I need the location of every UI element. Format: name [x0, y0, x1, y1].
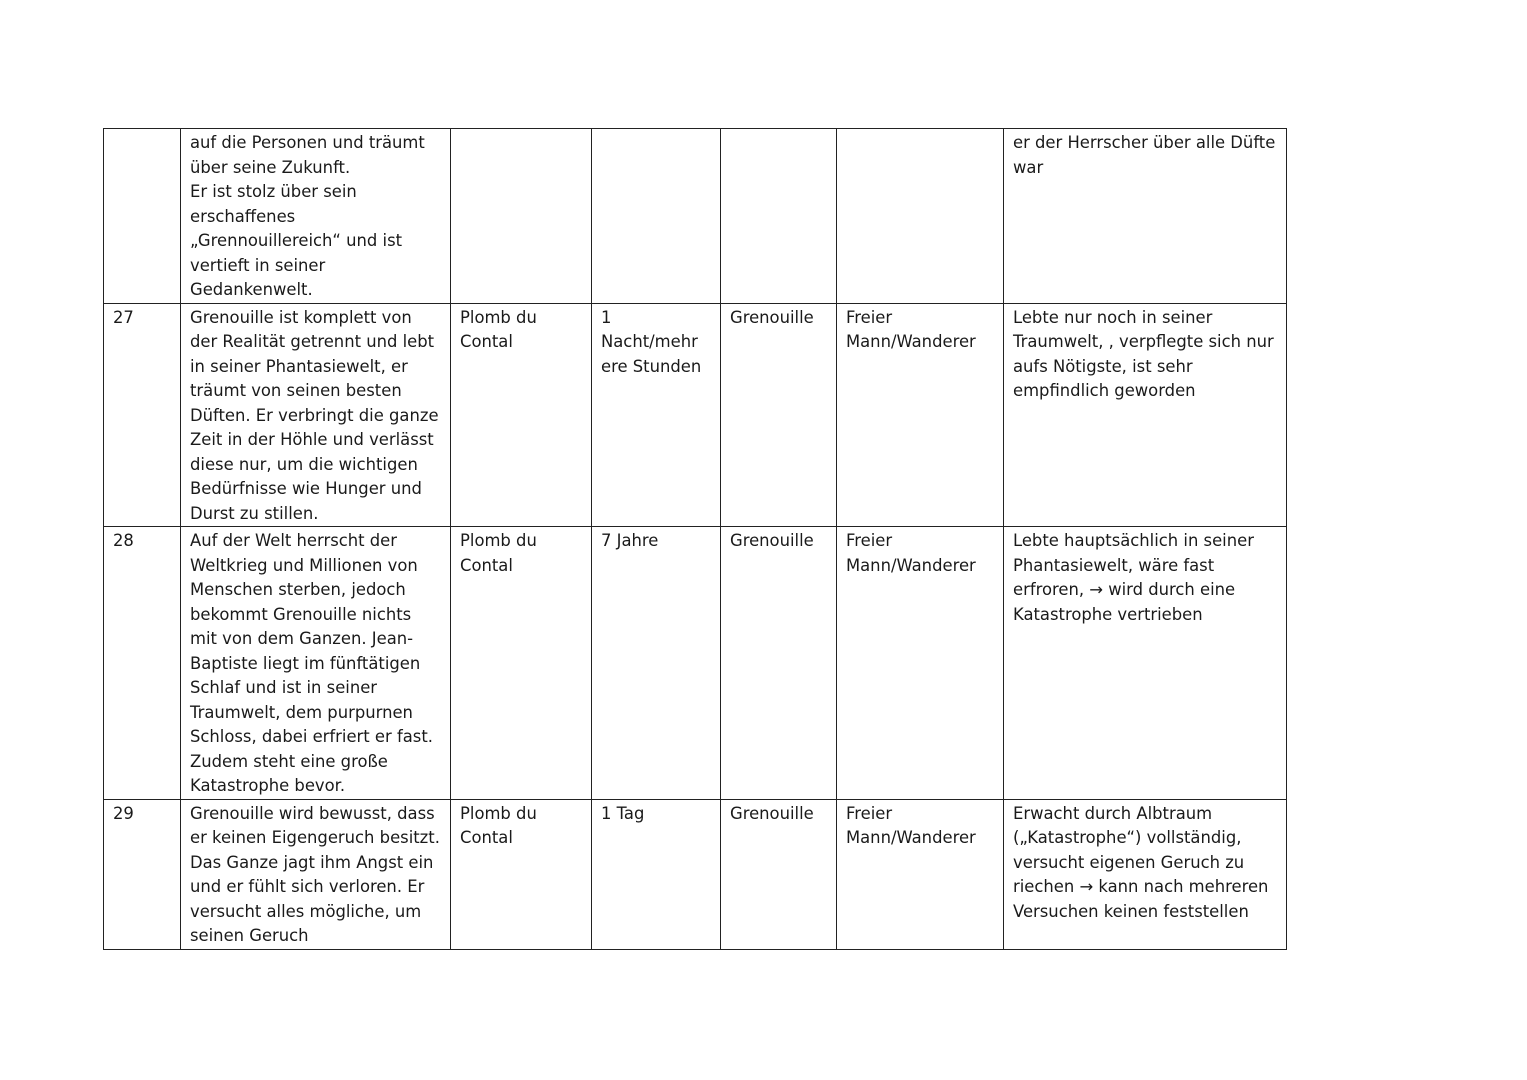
cell-character: Grenouille [721, 527, 837, 800]
cell-number: 27 [104, 303, 181, 527]
cell-number: 28 [104, 527, 181, 800]
cell-location [451, 129, 592, 304]
cell-role [837, 129, 1004, 304]
cell-number [104, 129, 181, 304]
cell-character: Grenouille [721, 799, 837, 949]
cell-number: 29 [104, 799, 181, 949]
table-row [104, 527, 1287, 800]
cell-state: Erwacht durch Albtraum („Katastrophe“) vollständig, versucht eigenen Geruch zu riechen → kann nach mehreren Versuchen keinen feststellen [1004, 799, 1287, 949]
cell-duration: 1 Nacht/mehr ere Stunden [592, 303, 721, 527]
cell-character [721, 129, 837, 304]
cell-location: Plomb du Contal [451, 799, 592, 949]
cell-content: auf die Personen und träumt über seine Zukunft. Er ist stolz über sein erschaffenes „Grennouillereich“ und ist vertieft in seiner Gedankenwelt. [181, 129, 451, 304]
cell-location: Plomb du Contal [451, 527, 592, 800]
table-row [104, 799, 1287, 949]
cell-duration [592, 129, 721, 304]
cell-role: Freier Mann/Wanderer [837, 303, 1004, 527]
cell-duration: 1 Tag [592, 799, 721, 949]
table-row [104, 129, 1287, 304]
cell-duration: 7 Jahre [592, 527, 721, 800]
cell-role: Freier Mann/Wanderer [837, 527, 1004, 800]
cell-role: Freier Mann/Wanderer [837, 799, 1004, 949]
cell-state: er der Herrscher über alle Düfte war [1004, 129, 1287, 304]
summary-table [103, 128, 1287, 950]
table-row [104, 303, 1287, 527]
cell-location: Plomb du Contal [451, 303, 592, 527]
cell-state: Lebte nur noch in seiner Traumwelt, , verpflegte sich nur aufs Nötigste, ist sehr empfindlich geworden [1004, 303, 1287, 527]
cell-content: Grenouille ist komplett von der Realität getrennt und lebt in seiner Phantasiewelt, er träumt von seinen besten Düften. Er verbringt die ganze Zeit in der Höhle und verlässt diese nur, um die wichtigen Bedürfnisse wie Hunger und Durst zu stillen. [181, 303, 451, 527]
cell-content: Grenouille wird bewusst, dass er keinen Eigengeruch besitzt. Das Ganze jagt ihm Angst ein und er fühlt sich verloren. Er versucht alles mögliche, um seinen Geruch [181, 799, 451, 949]
cell-character: Grenouille [721, 303, 837, 527]
cell-state: Lebte hauptsächlich in seiner Phantasiewelt, wäre fast erfroren, → wird durch eine Katastrophe vertrieben [1004, 527, 1287, 800]
cell-content: Auf der Welt herrscht der Weltkrieg und Millionen von Menschen sterben, jedoch bekommt Grenouille nichts mit von dem Ganzen. Jean- Baptiste liegt im fünftätigen Schlaf und ist in seiner Traumwelt, dem purpurnen Schloss, dabei erfriert er fast. Zudem steht eine große Katastrophe bevor. [181, 527, 451, 800]
